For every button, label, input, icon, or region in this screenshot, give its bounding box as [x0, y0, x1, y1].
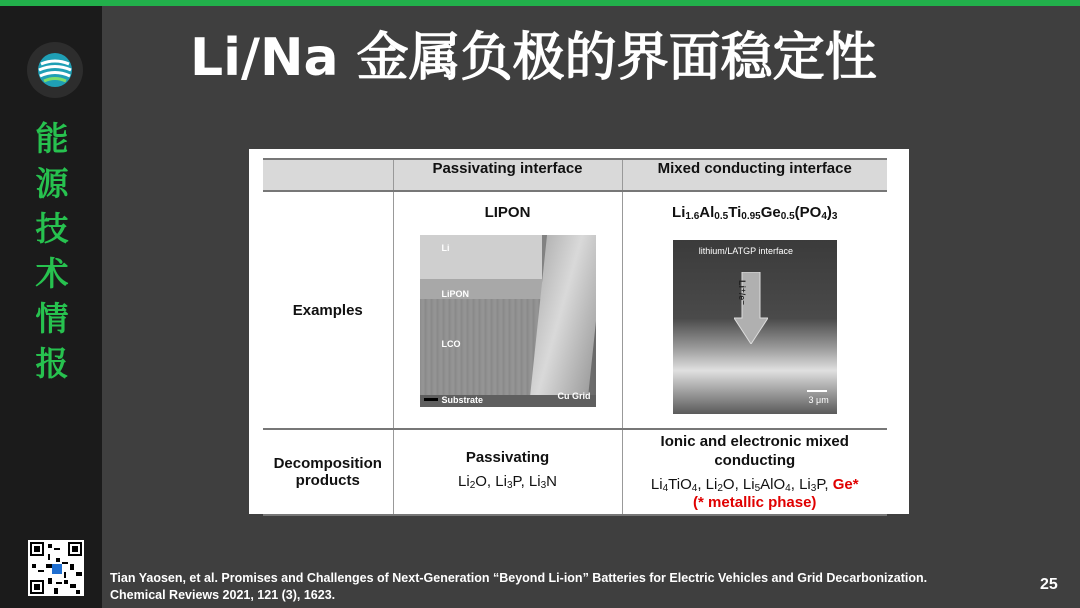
brand-char: 技	[35, 209, 69, 248]
decomposition-mixed-products: $Li_4TiO_4$, $Li_2O$, $Li_5AlO_4$, $Li_3P$, Ge*	[650, 476, 859, 494]
brand-char: 能	[35, 119, 69, 158]
examples-mixed-cell	[622, 191, 887, 429]
comparison-figure	[249, 149, 909, 514]
header-cell-mixed: Mixed conducting interface	[622, 159, 887, 191]
scale-bar	[424, 398, 438, 401]
sem-label-lco: LCO	[441, 339, 461, 349]
sem-label-lipon: LiPON	[441, 289, 470, 299]
compound-latgp: $Li_{1.6}Al_{0.5}Ti_{0.95}Ge_{0.5}(PO_4)_3$	[672, 204, 838, 222]
top-accent-bar	[0, 0, 1080, 6]
examples-row	[263, 191, 887, 429]
sem-label-li-e: Li⁺/e⁻	[736, 280, 747, 306]
latgp-sem-image	[673, 240, 837, 414]
brand-char: 源	[35, 164, 69, 203]
decomposition-mixed-title: Ionic and electronic mixed conducting	[660, 433, 849, 469]
decomposition-passivating-title: Passivating	[465, 449, 550, 466]
row-label-examples: Examples	[263, 191, 393, 429]
sidebar	[0, 6, 102, 608]
row-label-decomposition: Decomposition products	[263, 429, 393, 515]
decomposition-passivating-cell	[393, 429, 622, 515]
brand-vertical-title	[27, 116, 77, 386]
globe-stripes-logo-icon	[27, 42, 83, 98]
decomposition-row	[263, 429, 887, 515]
qr-code-icon[interactable]	[28, 540, 84, 596]
lipon-sem-image	[420, 235, 596, 407]
brand-char: 术	[35, 254, 69, 293]
sem-label-li: Li	[441, 243, 450, 253]
citation-line-2: Chemical Reviews 2021, 121 (3), 1623.	[110, 588, 336, 602]
sem-label-scale: 3 μm	[808, 395, 829, 405]
metallic-ge: Ge*	[832, 476, 859, 493]
header-cell-empty	[263, 159, 393, 191]
brand-char: 报	[35, 344, 69, 383]
decomposition-passivating-products: $Li_2O$, $Li_3P$, $Li_3N$	[458, 473, 557, 491]
metallic-phase-note: (* metallic phase)	[693, 494, 817, 511]
citation	[110, 570, 1010, 604]
examples-passivating-cell	[393, 191, 622, 429]
citation-line-1: Tian Yaosen, et al. Promises and Challenges of Next-Generation “Beyond Li-ion” Batteries for Electric Vehicles and Grid Decarbonization.	[110, 571, 928, 585]
sem-label-substrate: Substrate	[441, 395, 484, 405]
page-number: 25	[1040, 576, 1058, 593]
interface-comparison-table	[263, 158, 887, 516]
scale-bar	[807, 390, 827, 392]
sem-label-cu-grid: Cu Grid	[557, 391, 591, 401]
brand-char: 情	[35, 299, 69, 338]
sem-label-interface: lithium/LATGP interface	[698, 246, 793, 256]
compound-lipon: LIPON	[484, 204, 531, 221]
decomposition-mixed-cell	[622, 429, 887, 515]
page-title: Li/Na 金属负极的界面稳定性	[190, 28, 877, 88]
table-header-row	[263, 159, 887, 191]
header-cell-passivating: Passivating interface	[393, 159, 622, 191]
